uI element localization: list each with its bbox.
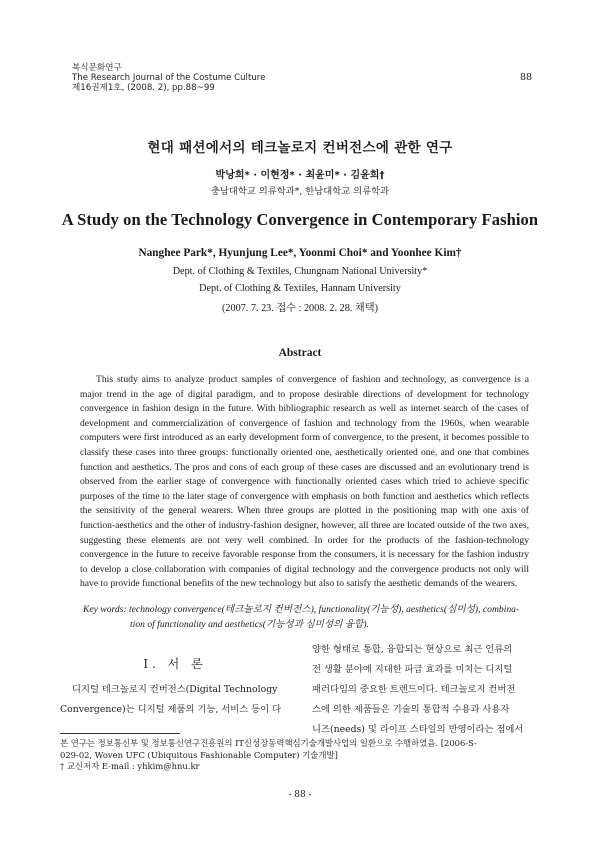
korean-title: 현대 패션에서의 테크놀로지 컨버전스에 관한 연구 [147, 140, 453, 156]
affiliation-chungnam: Dept. of Clothing & Textiles, Chungnam National University* [172, 266, 428, 277]
intro-right-column [312, 640, 540, 740]
korean-affiliation: 충남대학교 의류학과*, 한남대학교 의류학과 [210, 186, 390, 197]
intro-left-line-1: 디지털 테크놀로지 컨버전스(Digital Technology [72, 684, 278, 695]
keywords-line-2: tion of functionality and aesthetics(기능성과 심미성의 융합). [130, 618, 369, 630]
journal-name-english: The Research Journal of the Costume Culture [72, 73, 266, 84]
volume-info: 제16권제1호, (2008. 2), pp.88~99 [72, 83, 215, 94]
keywords-line-1: Key words: technology convergence(테크놀로지 컨버전스), functionality(기능성), aesthetics(심미성), combina- [83, 604, 520, 615]
footnote-divider [60, 733, 180, 734]
korean-authors: 박낭희* · 이현정* · 최윤미* · 김윤희† [215, 170, 385, 181]
journal-name-korean: 복식문화연구 [72, 63, 122, 73]
intro-right-line-3: 패러다임의 중요한 트렌드이다. 테크놀로지 컨버전 [312, 684, 516, 695]
footnote-corresponding-author: † 교신저자 E-mail : yhkim@hnu.kr [60, 761, 200, 772]
intro-left-line-2: Convergence)는 디지털 제품의 기능, 서비스 등이 다 [60, 704, 282, 715]
abstract-body: This study aims to analyze product samples of convergence of fashion and technology, as convergence is a major trend in the age of digital paradigm, and to propose desirable directions of development for technology convergence in fashion design in the future. With bibliographic research as well as internet search of the cases of development and commercialization of convergence of fashion and technology from the 1960s, when wearable computers were first introduced as an early development form of convergence, to the present, it becomes possible to classify these cases into three groups: functionally oriented one, aesthetically oriented one, and one that combines function and aesthetics. The pros and cons of each group of these cases are discussed and an evolutionary trend is observed from the earlier stage of convergence with functionally oriented cases which tried to achieve specific purposes of the time to the later stage of convergence with emphasis on both function and aesthetics which reflects the sensitivity of the general wearers. When three groups are plotted in the positioning map with one axis of function-aesthetics and the other of industry-fashion designer, however, all three are located outside of the two axes, suggesting these elements are not very well combined. In order for the products of the fashion-technology convergence in the future to receive favorable response from the consumers, it is necessary for the fashion industry to develop a close collaboration with companies of digital technology and the convergence products not only will have to provide functional benefits of the new technology but also to satisfy the aesthetic demands of the wearers. [80, 374, 529, 590]
received-accepted-dates: (2007. 7. 23. 접수 : 2008. 2. 28. 채택) [222, 303, 378, 314]
intro-right-line-5: 니즈(needs) 및 라이프 스타일의 반영이라는 점에서 [312, 724, 524, 735]
english-authors: Nanghee Park*, Hyunjung Lee*, Yoonmi Choi* and Yoonhee Kim† [138, 247, 462, 259]
page-number-top: 88 [520, 72, 533, 83]
footnote-funding-2: 029-02, Woven UFC (Ubiquitous Fashionable Computer) 기술개발] [60, 749, 338, 760]
abstract-heading: Abstract [278, 347, 322, 359]
footnote-funding-1: 본 연구는 정보통신부 및 정보통신연구진흥원의 IT신성장동력핵심기술개발사업의 일환으로 수행하였음. [2006-S- [60, 738, 478, 748]
journal-header [72, 63, 265, 94]
section-heading-introduction: I. 서 론 [143, 657, 207, 671]
english-title: A Study on the Technology Convergence in Contemporary Fashion [61, 210, 539, 229]
footnotes [60, 738, 540, 773]
intro-right-line-1: 양한 형태로 통합, 융합되는 현상으로 최근 인류의 [312, 644, 513, 655]
affiliation-hannam: Dept. of Clothing & Textiles, Hannam University [199, 283, 401, 294]
page-footer-number: - 88 - [288, 790, 312, 800]
intro-right-line-2: 전 생활 분야에 지대한 파급 효과를 미치는 디지털 [312, 664, 513, 675]
intro-left-column [60, 655, 290, 720]
intro-right-line-4: 스에 의한 제품들은 기술의 통합적 수용과 사용자 [312, 704, 510, 715]
keywords [80, 603, 529, 632]
